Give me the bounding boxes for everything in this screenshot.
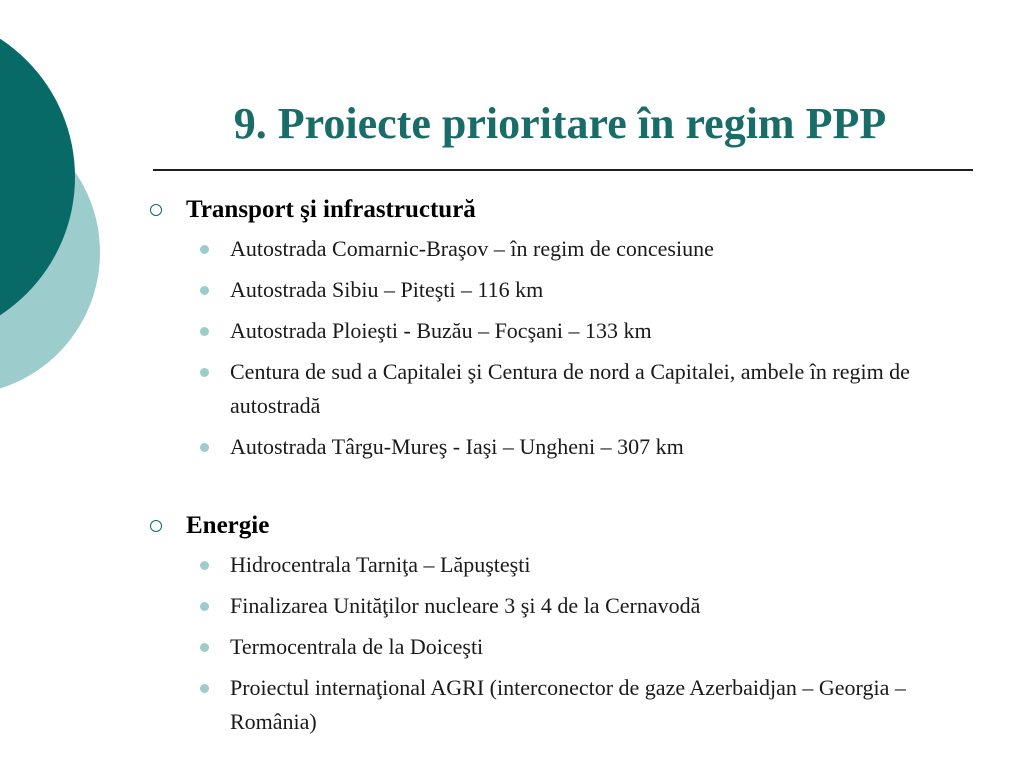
list-item bbox=[186, 430, 950, 464]
hollow-circle-bullet-icon bbox=[150, 204, 162, 216]
list-item-text: Centura de sud a Capitalei şi Centura de nord a Capitalei, ambele în regim de autostradă bbox=[230, 359, 910, 418]
section-energie bbox=[150, 506, 950, 739]
dot-bullet-icon bbox=[200, 684, 209, 693]
dot-bullet-icon bbox=[200, 368, 209, 377]
list-item-text: Autostrada Târgu-Mureş - Iaşi – Ungheni – 307 km bbox=[230, 434, 684, 459]
list-item bbox=[186, 671, 950, 739]
section-transport bbox=[150, 190, 950, 464]
dot-bullet-icon bbox=[200, 602, 209, 611]
list-item bbox=[186, 548, 950, 582]
item-list bbox=[186, 548, 950, 739]
item-list bbox=[186, 232, 950, 464]
hollow-circle-bullet-icon bbox=[150, 520, 162, 532]
dot-bullet-icon bbox=[200, 245, 209, 254]
list-item-text: Termocentrala de la Doiceşti bbox=[230, 634, 484, 659]
list-item-text: Hidrocentrala Tarniţa – Lăpuşteşti bbox=[230, 552, 531, 577]
list-item bbox=[186, 355, 950, 423]
dot-bullet-icon bbox=[200, 561, 209, 570]
list-item bbox=[186, 314, 950, 348]
list-item-text: Autostrada Ploieşti - Buzău – Focşani – 133 km bbox=[230, 318, 652, 343]
slide-content bbox=[150, 190, 950, 746]
list-item-text: Autostrada Comarnic-Braşov – în regim de concesiune bbox=[230, 236, 714, 261]
dot-bullet-icon bbox=[200, 327, 209, 336]
list-item-text: Autostrada Sibiu – Piteşti – 116 km bbox=[230, 277, 544, 302]
section-heading: Transport şi infrastructură bbox=[186, 196, 476, 223]
list-item-text: Proiectul internaţional AGRI (interconector de gaze Azerbaidjan – Georgia – România) bbox=[230, 675, 906, 734]
section-heading: Energie bbox=[186, 512, 270, 539]
list-item bbox=[186, 630, 950, 664]
dot-bullet-icon bbox=[200, 443, 209, 452]
list-item-text: Finalizarea Unităţilor nucleare 3 şi 4 de la Cernavodă bbox=[230, 593, 701, 618]
list-item bbox=[186, 273, 950, 307]
list-item bbox=[186, 232, 950, 266]
list-item bbox=[186, 589, 950, 623]
dot-bullet-icon bbox=[200, 643, 209, 652]
slide-title: 9. Proiecte prioritare în regim PPP bbox=[233, 99, 887, 148]
title-divider bbox=[153, 169, 973, 171]
dot-bullet-icon bbox=[200, 286, 209, 295]
